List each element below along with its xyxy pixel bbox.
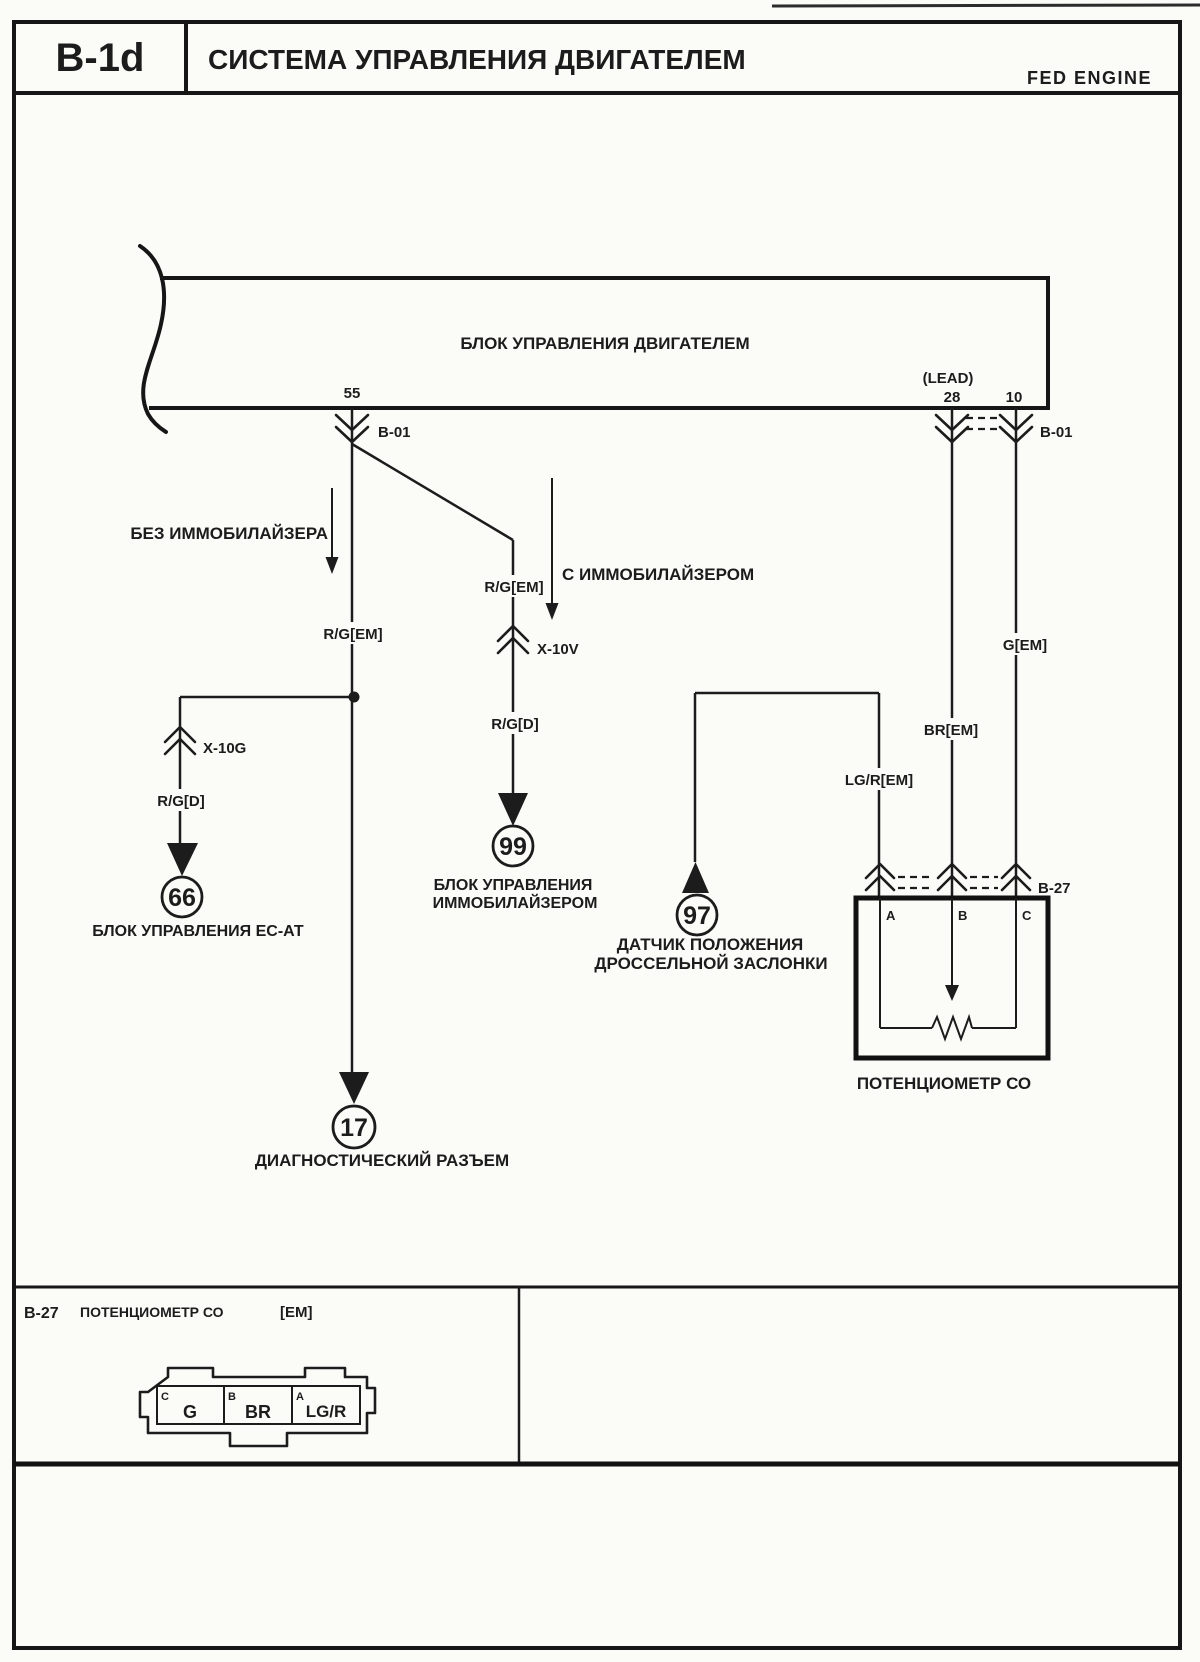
header [14,22,1180,93]
ecu-pin-28: 28 [943,389,961,406]
wire-label-br-em: BR[EM] [923,722,979,739]
ecu-box-break-curve [140,246,166,432]
cavity-wire-lgr: LG/R [305,1402,347,1421]
connector-x10v [498,626,579,658]
potentiometer-pin-c: C [1022,908,1032,923]
component-ref-97: 97 [683,902,711,930]
engine-tag: FED ENGINE [1026,68,1152,88]
component-immobilizer [433,793,598,912]
potentiometer-pin-b: B [958,908,968,923]
with-immobilizer-note: С ИММОБИЛАЙЗЕРОМ [562,565,755,584]
ecu-label: БЛОК УПРАВЛЕНИЯ ДВИГАТЕЛЕМ [460,334,750,353]
scan-artifact-line [772,5,1200,6]
component-ref-17: 17 [340,1114,368,1142]
page-title: СИСТЕМА УПРАВЛЕНИЯ ДВИГАТЕЛЕМ [208,44,746,75]
component-label-ecat: БЛОК УПРАВЛЕНИЯ ЕС-АТ [92,923,304,940]
wire-label-rg-d-left: R/G[D] [157,793,205,810]
wire-label-rg-d-mid: R/G[D] [491,716,539,733]
connector-x10g [165,727,246,757]
component-ecat [92,843,304,940]
connector-b01-left-label: B-01 [378,424,411,441]
cavity-pos-b: B [228,1391,236,1403]
footer-connector-code: B-27 [24,1305,59,1322]
arrow-head-icon [498,793,528,826]
connector-x10v-label: X-10V [537,641,579,658]
cavity-pos-c: C [161,1391,169,1403]
connector-face-b27 [140,1368,375,1446]
connector-b27-label: B-27 [1038,880,1071,897]
arrow-head-icon [682,862,709,893]
wire-labels [150,575,1052,811]
connector-b01-right [936,415,1073,442]
wire-label-lgr-em: LG/R[EM] [844,772,914,789]
arrow-head-icon [326,557,339,574]
component-ref-99: 99 [499,833,527,861]
potentiometer-pin-a: A [886,908,896,923]
connector-b01-left [336,415,411,442]
arrow-head-icon [339,1072,369,1104]
resistor-icon [932,1017,972,1039]
ecu-pin-55: 55 [343,385,361,402]
component-ref-66: 66 [168,884,196,912]
component-tps [594,862,827,973]
component-label-tps-1: ДАТЧИК ПОЛОЖЕНИЯ [616,935,804,954]
component-label-immobilizer-1: БЛОК УПРАВЛЕНИЯ [433,877,593,894]
footer-section [14,1287,1180,1464]
footer-connector-name: ПОТЕНЦИОМЕТР СО [80,1304,224,1320]
component-label-diagnostic: ДИАГНОСТИЧЕСКИЙ РАЗЪЕМ [254,1151,510,1170]
wire-junction-dot [349,692,360,703]
ecu-lead-label: (LEAD) [922,370,974,387]
connector-b01-right-label: B-01 [1040,424,1073,441]
wire-pin55-branch-diagonal [352,444,513,540]
wire-label-g-em: G[EM] [1002,637,1048,654]
arrow-head-icon [546,603,559,620]
variant-notes [130,478,754,620]
component-diagnostic [255,1072,509,1170]
potentiometer-box [856,898,1048,1093]
cavity-wire-g: G [182,1402,198,1422]
ecu-pin-10: 10 [1005,389,1023,406]
potentiometer-label: ПОТЕНЦИОМЕТР СО [856,1074,1032,1093]
without-immobilizer-note: БЕЗ ИММОБИЛАЙЗЕРА [130,524,328,543]
connector-x10g-label: X-10G [203,740,247,757]
arrow-head-icon [945,985,959,1001]
cavity-pos-a: A [296,1391,304,1403]
page-code: B-1d [55,36,145,80]
wire-label-rg-em-left: R/G[EM] [323,626,383,643]
component-label-tps-2: ДРОССЕЛЬНОЙ ЗАСЛОНКИ [594,954,828,973]
connector-b27 [866,864,1071,897]
wire-label-rg-em-mid: R/G[EM] [484,579,544,596]
ecu-box [140,246,1048,432]
arrow-head-icon [167,843,198,876]
footer-harness-tag: [EM] [280,1304,313,1321]
component-label-immobilizer-2: ИММОБИЛАЙЗЕРОМ [432,895,598,912]
cavity-wire-br: BR [245,1402,271,1422]
